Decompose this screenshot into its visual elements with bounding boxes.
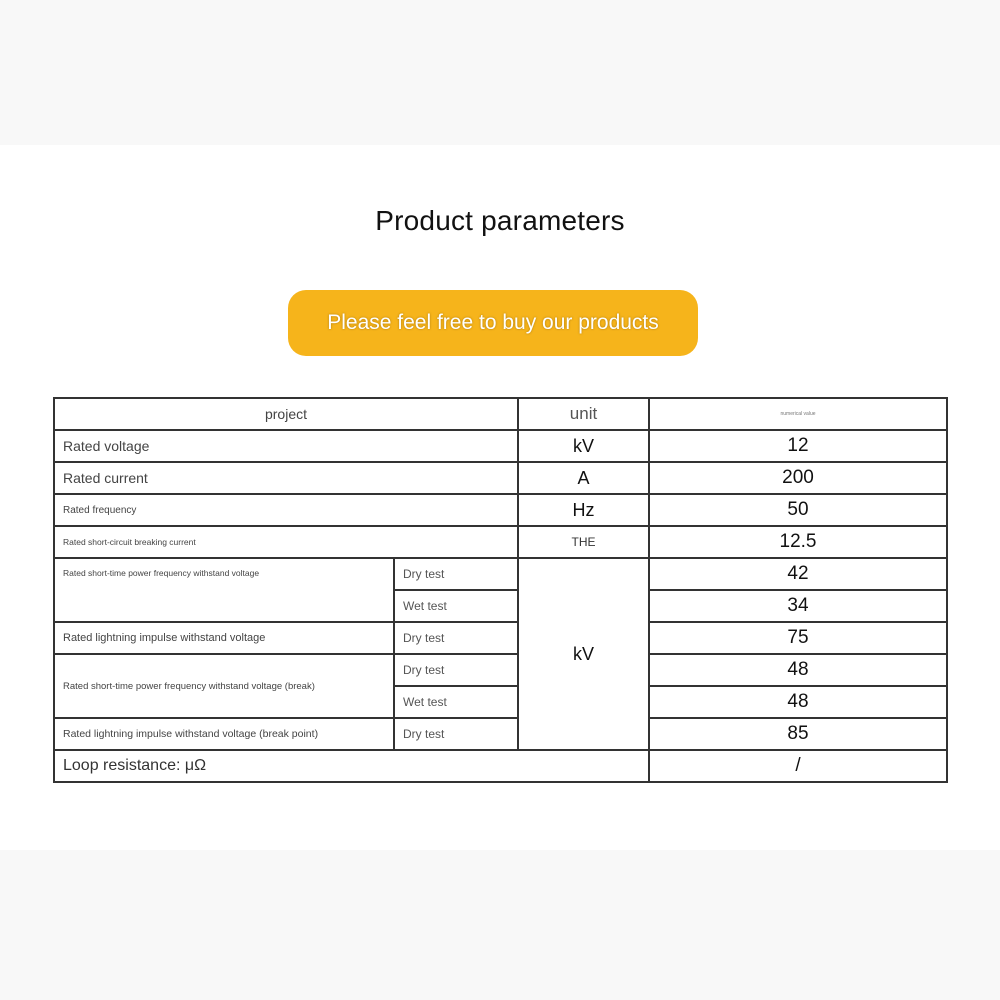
test-value: 34: [649, 590, 947, 622]
table-row: [54, 718, 947, 750]
withstand-label: Rated short-time power frequency withstand voltage: [54, 558, 394, 622]
row-label: Rated frequency: [54, 494, 518, 526]
row-unit: Hz: [518, 494, 649, 526]
table-row: [54, 750, 947, 782]
withstand-unit: kV: [518, 558, 649, 750]
table-row: [54, 622, 947, 654]
row-value: 12: [649, 430, 947, 462]
loop-resistance-value: /: [649, 750, 947, 782]
test-name: Dry test: [394, 654, 518, 686]
test-name: Wet test: [394, 686, 518, 718]
test-value: 48: [649, 654, 947, 686]
header-value: numerical value: [649, 398, 947, 430]
table-row: [54, 654, 947, 686]
row-value: 50: [649, 494, 947, 526]
row-unit: THE: [518, 526, 649, 558]
row-unit: A: [518, 462, 649, 494]
row-unit: kV: [518, 430, 649, 462]
test-name: Wet test: [394, 590, 518, 622]
withstand-label: Rated lightning impulse withstand voltage (break point): [54, 718, 394, 750]
table-row: [54, 430, 947, 462]
header-unit: unit: [518, 398, 649, 430]
withstand-label: Rated short-time power frequency withstand voltage (break): [54, 654, 394, 718]
loop-resistance-label: Loop resistance: μΩ: [54, 750, 649, 782]
product-parameters-table: [53, 397, 948, 783]
page-title: Product parameters: [375, 205, 625, 236]
buy-products-button[interactable]: Please feel free to buy our products: [288, 290, 698, 356]
test-value: 75: [649, 622, 947, 654]
table-row: [54, 558, 947, 590]
test-value: 42: [649, 558, 947, 590]
table-header-row: [54, 398, 947, 430]
test-value: 85: [649, 718, 947, 750]
test-name: Dry test: [394, 558, 518, 590]
table-row: [54, 526, 947, 558]
test-value: 48: [649, 686, 947, 718]
test-name: Dry test: [394, 718, 518, 750]
row-value: 12.5: [649, 526, 947, 558]
row-value: 200: [649, 462, 947, 494]
row-label: Rated current: [54, 462, 518, 494]
withstand-label: Rated lightning impulse withstand voltage: [54, 622, 394, 654]
row-label: Rated voltage: [54, 430, 518, 462]
table-row: [54, 494, 947, 526]
header-project: project: [54, 398, 518, 430]
table-row: [54, 462, 947, 494]
row-label: Rated short-circuit breaking current: [54, 526, 518, 558]
test-name: Dry test: [394, 622, 518, 654]
